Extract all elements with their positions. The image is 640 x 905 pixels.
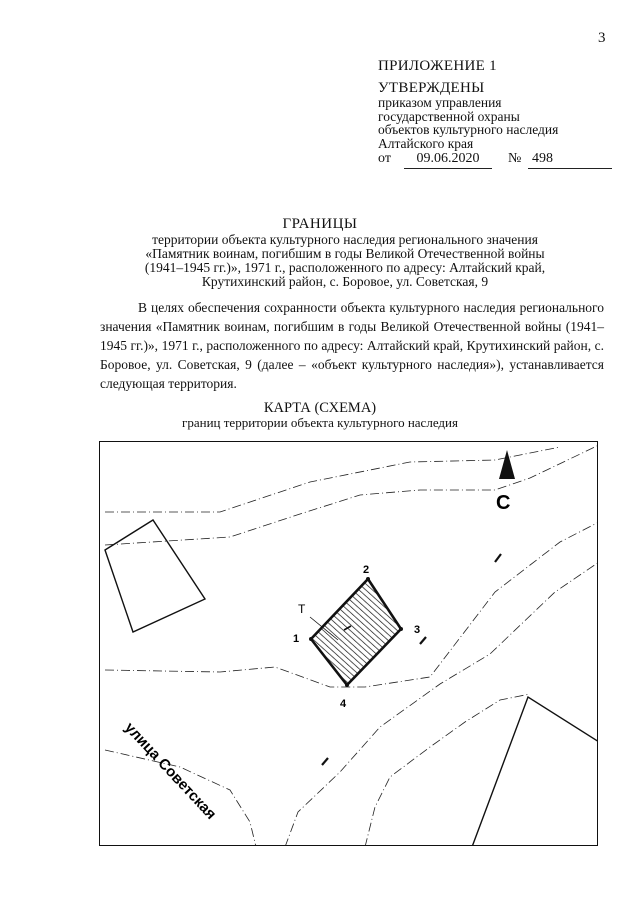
order-date-row [378, 151, 618, 171]
street-label: улица Советская [121, 719, 220, 823]
appendix-label: ПРИЛОЖЕНИЕ 1 [378, 58, 497, 74]
map-subtitle: границ территории объекта культурного наследия [182, 415, 458, 430]
vertex-marker [366, 577, 370, 581]
map-svg [100, 442, 598, 846]
territory-label: Т [298, 602, 306, 616]
date-value: 09.06.2020 [404, 151, 492, 169]
body-paragraph: В целях обеспечения сохранности объекта культурного наследия регионального значения «Памятник воинам, погибшим в годы Великой Отечественной войны (1941–1945 гг.)», 1971 г., расположенного по адресу: Алтайский край, Крутихинский район, с. Боровое, ул. Советская, 9 (далее – «объект культурного наследия»), устанавливается следующая территория. [100, 300, 604, 391]
north-label: С [496, 492, 511, 514]
order-line: объектов культурного наследия [378, 122, 559, 138]
subtitle-line: (1941–1945 гг.)», 1971 г., расположенного по адресу: Алтайский край, [144, 260, 546, 275]
building-outline-right [472, 697, 598, 846]
subtitle-line: Крутихинский район, с. Боровое, ул. Советская, 9 [201, 274, 489, 289]
subtitle-line: «Памятник воинам, погибшим в годы Великой Отечественной войны [145, 246, 545, 261]
point-label-3: 3 [414, 624, 421, 636]
number-label: № [508, 151, 522, 166]
marker-dash [420, 637, 426, 644]
map-scheme [99, 441, 598, 846]
building-outline [105, 520, 205, 632]
marker-dash [322, 758, 328, 765]
vertex-marker [399, 627, 403, 631]
vertex-marker [345, 683, 349, 687]
order-line: государственной охраны [378, 108, 520, 124]
north-arrow-icon [499, 450, 515, 479]
order-block [378, 96, 618, 150]
document-subtitle [110, 233, 580, 289]
page-number: 3 [598, 30, 606, 46]
order-line: приказом управления [378, 95, 502, 110]
point-label-2: 2 [363, 564, 370, 576]
boundary-line-street-left [105, 750, 256, 846]
point-label-4: 4 [340, 698, 347, 710]
approved-label: УТВЕРЖДЕНЫ [378, 80, 485, 96]
map-title: КАРТА (СХЕМА) [263, 400, 377, 416]
boundary-line-road-top [105, 445, 598, 545]
order-line: Алтайского края [378, 135, 474, 151]
boundary-line-lower [365, 694, 530, 846]
number-value: 498 [528, 151, 612, 169]
boundary-line-upper [105, 447, 560, 512]
subtitle-line: территории объекта культурного наследия регионального значения [152, 232, 538, 247]
boundary-line-street-right [285, 562, 598, 846]
vertex-marker [309, 637, 313, 641]
document-title: ГРАНИЦЫ [282, 216, 358, 232]
marker-dash [495, 554, 501, 562]
date-label: от [378, 151, 391, 166]
territory-polygon [311, 579, 401, 685]
point-label-1: 1 [293, 633, 300, 645]
